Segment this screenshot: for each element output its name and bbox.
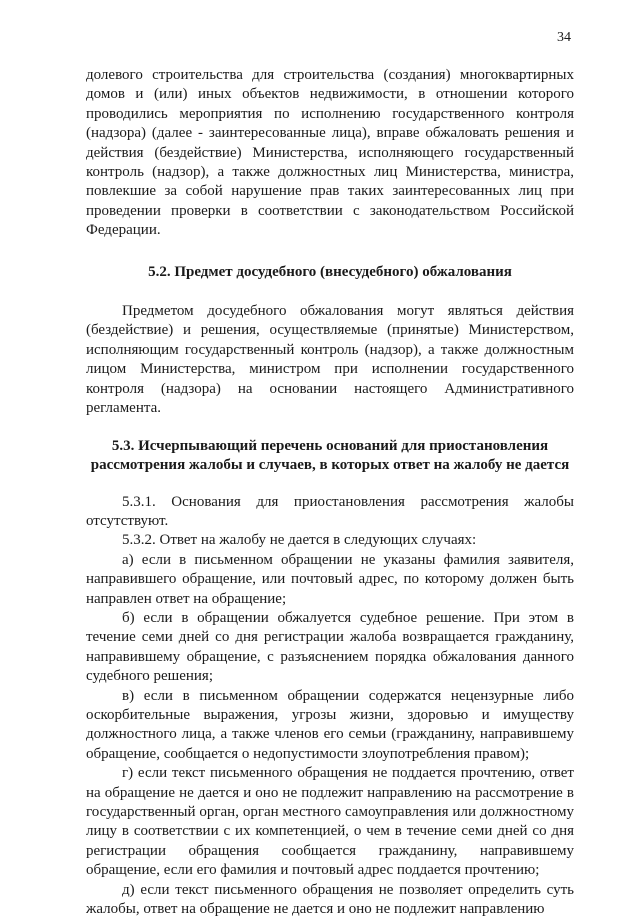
paragraph-continuation: долевого строительства для строительства (создания) многоквартирных домов и (или) иных объектов недвижимости, в отношении которого проводились мероприятия по исполнению государственного контроля (надзора) (далее - заинтересованные лица), вправе обжаловать решения и действия (бездействие) Министерства, исполняющего государственный контроль (надзор), а также должностных лиц Министерства, министра, повлекшие за собой нарушение прав таких заинтересованных лиц при проведении проверки в соответствии с законодательством Российской Федерации. [86,67,574,239]
list-item-g: г) если текст письменного обращения не поддается прочтению, ответ на обращение не дается и оно не подлежит направлению на рассмотрение в государственный орган, орган местного самоуправления или должностному лицу в соответствии с их компетенцией, о чем в течение семи дней со дня регистрации обращения сообщается гражданину, направившему обращение, если его фамилия и почтовый адрес поддается прочтению; [86,765,574,879]
section-heading-5-2: 5.2. Предмет досудебного (внесудебного) обжалования [148,263,512,280]
list-item-a: а) если в письменном обращении не указаны фамилия заявителя, направившего обращение, или почтовый адрес, по которому должен быть направлен ответ на обращение; [86,551,574,607]
list-item-v: в) если в письменном обращении содержатся нецензурные либо оскорбительные выражения, угрозы жизни, здоровью и имуществу должностного лица, а также членов его семьи (гражданину, направившему обращение, сообщается о недопустимости злоупотребления правом); [86,687,574,762]
section-heading-5-3: 5.3. Исчерпывающий перечень оснований для приостановления рассмотрения жалобы и случаев, в которых ответ на жалобу не дается [90,437,570,473]
page-number: 34 [557,30,571,45]
document-body [86,66,574,919]
list-item-d: д) если текст письменного обращения не позволяет определить суть жалобы, ответ на обращение не дается и оно не подлежит направлению [86,881,574,918]
paragraph-5-3-2: 5.3.2. Ответ на жалобу не дается в следующих случаях: [122,532,477,549]
list-item-b: б) если в обращении обжалуется судебное решение. При этом в течение семи дней со дня регистрации жалоба возвращается гражданину, направившему обращение, с разъяснением порядка обжалования данного судебного решения; [86,609,574,685]
paragraph-5-3-1: 5.3.1. Основания для приостановления рассмотрения жалобы отсутствуют. [86,493,574,529]
paragraph-subject-of-appeal: Предметом досудебного обжалования могут являться действия (бездействие) и решения, осуществляемые (принятые) Министерством, исполняющим государственный контроль (надзор), а также должностным лицом Министерства, министром при исполнении государственного контроля (надзора) на основании настоящего Административного регламента. [86,303,574,417]
